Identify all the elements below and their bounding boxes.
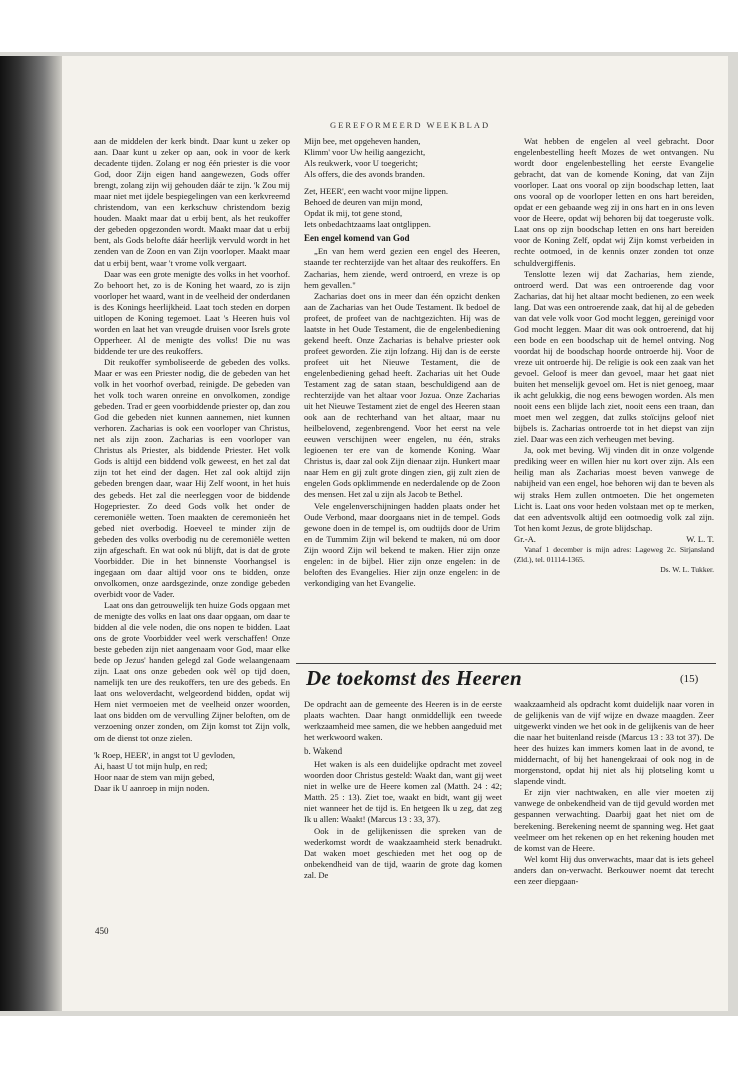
signature-initials: W. L. T. <box>686 533 714 544</box>
article-number: (15) <box>680 673 699 685</box>
paragraph: De opdracht aan de gemeente des Heeren is in de eerste plaats wachten. Daar hangt onmiddellijk een tweede werkzaamheid mee samen, die we hebben aangeduid met het werkwoord waken. <box>304 699 502 743</box>
poem-line: Hoor naar de stem van mijn gebed, <box>94 771 215 782</box>
poem-line: Iets onbedachtzaams laat ontglippen. <box>304 219 431 230</box>
poem-line: Ai, haast U tot mijn hulp, en red; <box>94 760 208 771</box>
paragraph: Het waken is als een duidelijke opdracht met zoveel woorden door Christus gesteld: Waakt dan, want gij weet niet in welke ure de Heere komen zal (Matth. 24 : 42; Matth. 25 : 13). Ziet toe, waakt en bidt, want gij weet niet wanneer het de tijd is. En hetgeen Ik u zeg, dat zeg Ik u allen: Waakt! (Marcus 13 : 33, 37). <box>304 759 502 825</box>
paragraph: Tenslotte lezen wij dat Zacharias, hem ziende, ontroerd werd. Dat was een ontroerende dag voor Zacharias, dat hij het altaar mocht bedienen, zo een week lang. Dat was een ontroerende zaak, dat hij al de gebeden van dat vele volk voor God mocht leggen, gereinigd voor God mocht leggen. Maar dit was ook ontroerend, dat hij een bode en een boodschap uit de hemel ontving. Nog voordat hij de boodschap hoorde ontroerde hij. Voor de vreze uit ontroerde hij. De religie is ook een zaak van het gevoel. Geloof is meer dan gevoel, maar het gaat niet buiten het menselijk gevoel om. Het is niet genoeg, maar ik acht gelukkig, die nog eens bewogen worden. Als men nooit eens een blijde lach ziet, nooit eens een traan, dan moet men wel zeggen, dat zulks stoïcijns geloof niet bijbels is. Zacharias ontroerde tot in het diepst van zijn ziel. Daar was een zich verheugen met beving. <box>514 268 714 445</box>
poem-line: Behoed de deuren van mijn mond, <box>304 197 423 208</box>
article-column-right <box>514 699 714 887</box>
poem-line: 'k Roep, HEER', in angst tot U gevloden, <box>94 749 236 760</box>
signature-place: Gr.-A. <box>514 533 536 544</box>
running-header: GEREFORMEERD WEEKBLAD <box>330 120 491 130</box>
signature-line <box>514 534 714 545</box>
book-spine-shadow <box>0 56 62 1011</box>
column-2 <box>304 136 500 589</box>
paragraph: Laat ons dan getrouwelijk ten huize Gods opgaan met de menigte des volks en laat ons daar opgaan, om daar te bidden al die vele noden, die ons nopen te bidden. Laat ons de grote Voorbidder veel werk verschaffen! Onze beste gebeden zijn niet aangenaam voor God, maar elke bede op Jezus' handen gelegd zal Gode welaangenaam zijn. Laat ons onze gebeden ook wèl op tijd doen, namelijk ten ure des reukoffers, ten ure des gebeds. En laat ons weloverdacht, welgeordend bidden, opdat wij Hem niet vermoeien met de veelheid onzer woorden, laat ons bidden om de vervulling Zijner beloften, om de verzoening onzer zonden, om Zijn komst tot Zijn volk, om de dienst tot onze zielen. <box>94 599 290 743</box>
page-number: 450 <box>95 926 109 936</box>
paragraph: Ja, ook met beving. Wij vinden dit in onze volgende prediking weer en willen hier nu kort over zijn. Als een heilig man als Zacharias moest beven vanwege de nabijheid van een engel, hoe behoren wij dan te beven als wij straks Hem zullen ontmoeten. Die het ongemeten Licht is. Laat ons voor heden volstaan met op te merken, dat een adventsvolk altijd een ootmoedig volk zal zijn. Tot hen komt Jezus, de grote blijdschap. <box>514 445 714 533</box>
poem-line: Als reukwerk, voor U toegericht; <box>304 158 418 169</box>
article-column-left <box>304 699 502 881</box>
paragraph: Ook in de gelijkenissen die spreken van de wederkomst wordt de waakzaamheid sterk benadrukt. Dat waken moet geschieden met het oog op de onbekendheid van de tijd, waarin de grote dag komen zal. De <box>304 825 502 880</box>
poem-line: Opdat ik mij, tot gene stond, <box>304 208 403 219</box>
column-1 <box>94 136 290 794</box>
paragraph: Wat hebben de engelen al veel gebracht. Door engelenbestelling heeft Mozes de wet ontvangen. Nu wordt door engelenbestelling het eerste Evangelie gebracht, dat van de komende Koning, dat van Zijn voorloper. Laat ons vooral op zijn boodschap letten, laat ons vooral op de voorloper letten en ons hart bereiden, opdat er een gebaande weg zij in ons hart en in ons leven voor de Heere, opdat wij behoren bij dat toegeruste volk. Laat ons op zijn boodschap letten en ons hart bereiden voor de Koning Zelf, opdat wij Zijn komst verbeiden in rechte ootmoed, in de kennis onzer zonden tot onze schuldvergiffenis. <box>514 136 714 268</box>
paragraph: Dit reukoffer symboliseerde de gebeden des volks. Maar er was een Priester nodig, die de gebeden van het volk in het voorhof overbad, reinigde. De gebeden van het volk toch waren onreine en onvolkomen, zondige gebeden. Trad er geen voorbiddende priester op, dan zou God die gebeden niet kunnen aannemen, niet kunnen verhoren. Zacharias is ook een voorloper van Christus, net als zijn zoon. Zacharias is een voorloper van Christus als Priester, als biddende Priester. Het volk Gods is altijd een biddend volk geweest, en het zal dat zijn tot het eind der dagen. Het zal ook altijd zijn gebeden brengen daar, waar Hij Zelf woont, in het huis des gebeds. Het zal die neerleggen voor de biddende Hogepriester. Zo deed Gods volk het onder de ceremoniële wetten. Toen maakten de ceremonieën het gebed niet overbodig. Hoeveel te minder zijn de gebeden des volks overbodig nu de ceremoniële wetten zijn afgeschaft. En wat ook nú blijft, dat is dat de grote Voorbidder. Die in het binnenste Voorhangsel is ingegaan om daar altijd voor ons te bidden, onze onvolkomen, onze aardsgezinde, onze zondige gebeden overbidt voor de Vader. <box>94 356 290 599</box>
article-title: De toekomst des Heeren <box>306 666 522 690</box>
paragraph: Vele engelenverschijningen hadden plaats onder het Oude Verbond, maar doorgaans niet in de tempel. Gods gewone doen in de tempel is, om oudtijds door de Urim en de Tummim Zijn wil bekend te maken, nú om door Zijn woord Zijn wil bekend te maken. Hier zijn onze engelen: in de bijbel. Hier zijn onze engelen: in de beloften des Evangelies. Hier zijn onze engelen: in de verkondiging van het Evangelie. <box>304 500 500 588</box>
poem-line: Zet, HEER', een wacht voor mijne lippen. <box>304 186 449 197</box>
paragraph: „En van hem werd gezien een engel des Heeren, staande ter rechterzijde van het altaar des reukoffers. En Zacharias, hem ziende, werd ontroerd, en vreze is op hem gevallen." <box>304 246 500 290</box>
poem-line: Daar ik U aanroep in mijn noden. <box>94 782 210 793</box>
article-divider <box>296 663 716 664</box>
address-note: Vanaf 1 december is mijn adres: Lageweg 2c. Sirjansland (Zld.), tel. 01114-1365. <box>514 544 714 564</box>
column-3 <box>514 136 714 575</box>
poem-line: Klimm' voor Uw heilig aangezicht, <box>304 147 426 158</box>
poem-line: Mijn bee, met opgeheven handen, <box>304 136 421 146</box>
paragraph: aan de middelen der kerk bindt. Daar kunt u zeker op aan. Daar kunt u zeker op aan, ook in voor de kerk decadente tijden. Zolang er nog één priester is die voor God, door Zijn eigen hand aangewezen, Gods offer brengt, zolang zijn wij gehouden dáár te zijn. 'k Zou mij maar niet met ijdele bespiegelingen van een kerkvreemd christendom, van een kerkschuw christendom bezig houden. Maakt maar dat u erbij bent, als het reukoffer der gebeden opgezonden wordt. Maakt maar dat u erbij bent, als Gods belofte dáár heerlijk vervuld wordt in het zenden van de Zoon en van Zijn voorloper. Maakt maar dat u erbij bent, waar 't vrome volk vergaart. <box>94 136 290 268</box>
paragraph: waakzaamheid als opdracht komt duidelijk naar voren in de gelijkenis van de vijf wijze en dwaze maagden. Zeer uitgewerkt vinden we het ook in de gelijkenis van de heer die naar het buitenland reisde (Marcus 13 : 33 tot 37). De heer des huizes kan immers komen laat in de avond, te middernacht, of bij het hanengekraai of ook nog in de morgenstond, opdat hij niet als hij plotseling komt u slapende vindt. <box>514 699 714 787</box>
paragraph: Daar was een grote menigte des volks in het voorhof. Zo behoort het, zo is de Koning het waard, zo is zijn voorloper het waard, want in de veelheid der onderdanen is des Konings heerlijkheid. Laat toch steden en dorpen uitlopen de Koning tegemoet. Laat 's Heeren huis vol worden en laat het van vreugde druisen voor Isrels grote Opperheer. Al de menigte des volks! Die nu was biddende ter ure des reukoffers. <box>94 268 290 356</box>
paragraph: Er zijn vier nachtwaken, en alle vier moeten zij vanwege de onbekendheid van de tijd gevuld worden met gespannen verwachting. Daarbij gaat het niet om de berekening. Berekening neemt de spanning weg. Het gaat veelmeer om het rekenen op en het rekening houden met de komst van de Heere. <box>514 787 714 853</box>
poem-line: Als offers, die des avonds branden. <box>304 169 425 180</box>
section-heading: Een engel komend van God <box>304 233 410 244</box>
section-heading: b. Wakend <box>304 746 343 757</box>
paragraph: Zacharias doet ons in meer dan één opzicht denken aan de Zacharias van het Oude Testament. Ik bedoel de profeet, de profeet van de nachtgezichten. Hij was de laatste in het Oude Testament, die de engelenbediening gekend heeft. Onze Zacharias is behalve priester ook profeet geworden. Zie zijn lofzang. Hij dan is de eerste profeet uit het Nieuwe Testament, die de engelenbediening gehad heeft. Zacharias uit het Oude Testament zag de satan staan, beschuldigend aan de rechterzijde van het altaar voor Jozua. Onze Zacharias uit het Nieuwe Testament ziet de engel des Heeren staan ook aan de rechterhand van het altaar, maar nu heilbelovend, zegenbrengend. Voor het eerst na vele eeuwen verschijnen weer engelen, nu één, straks legioenen ter ere van de komende Koning. Waar Christus is, daar zal ook Zijn dienaar zijn. Hunkert maar naar Hem en gij zult grote dingen zien, gij zult zien de engelen Gods opklimmende en nederdalende op de Zoon des mensen. Het zal u zijn als Jacob te Bethel. <box>304 290 500 500</box>
paragraph: Wel komt Hij dus onverwachts, maar dat is iets geheel anders dan on-verwacht. Berkouwer noemt dat terecht een zeer diepgaan- <box>514 853 714 886</box>
address-name: Ds. W. L. Tukker. <box>660 564 714 574</box>
